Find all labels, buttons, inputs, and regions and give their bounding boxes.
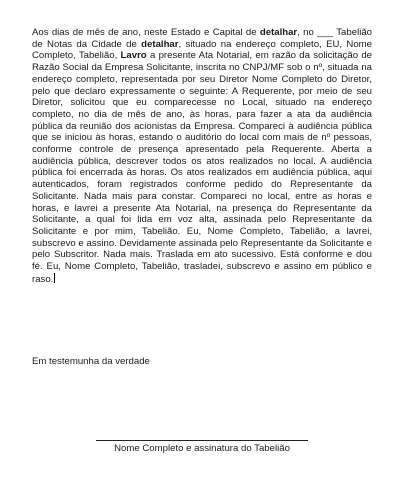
- body-text-bold: Lavro: [120, 50, 147, 62]
- body-text-bold: detalhar: [259, 27, 298, 38]
- text-cursor: [54, 273, 55, 283]
- body-text-segment: , situado na endereço completo, EU, Nome Completo, Tabelião,: [32, 38, 372, 62]
- signature-label: Nome Completo e assinatura do Tabelião: [114, 443, 290, 454]
- body-text-bold: detalhar: [141, 38, 179, 50]
- body-text-segment: a presente Ata Notarial, em razão da solicitação de Razão Social da Empresa Solicitante, inscrita no CNPJ/MF sob o nº, situada na endereço completo, representada por seu Diretor Nome Completo do Diretor, pelo que declaro expressamente o seguinte: A Requerente, por meio de seu Diretor, solicitou que eu comparecesse no Local, situado na endereço completo, no dia de mês de ano, às horas, para fazer a ata da audiência pública da reunião dos acionistas da Empresa. Compareci à audiência pública que se iniciou às horas, estando o auditório do local com mais de nº pessoas, conforme controle de presença apresentado pela Requerente. Aberta a audiência pública, descrever todos os atos realizados no local. A audiência pública foi encerrada às horas. Os atos realizados em audiência pública, aqui autenticados, foram registrados conforme pedido do Representante da Solicitante. Nada mais para constar. Compareci no local, entre as horas e horas, e lavrei a presente Ata Notarial, na presença do Representante da Solicitante, a qual foi lida em voz alta, assinada pelo Representante da Solicitante e por mim, Tabelião. Eu, Nome Completo, Tabelião, a lavrei, subscrevo e assino. Devidamente assinada pelo Representante da Solicitante e pelo Subscritor. Nada mais. Traslada em ato sucessivo. Está conforme e dou fé. Eu, Nome Completo, Tabelião, trasladei, subscrevo e assino em público e raso.: [32, 50, 372, 285]
- body-text-segment: Aos dias de mês de ano, neste Estado e Capital de: [32, 27, 260, 38]
- witness-line: Em testemunha da verdade: [32, 356, 150, 367]
- signature-line: [96, 440, 308, 441]
- document-body[interactable]: [32, 27, 372, 285]
- body-text-segment: , no ___ Tabelião de Notas da Cidade de: [32, 27, 372, 50]
